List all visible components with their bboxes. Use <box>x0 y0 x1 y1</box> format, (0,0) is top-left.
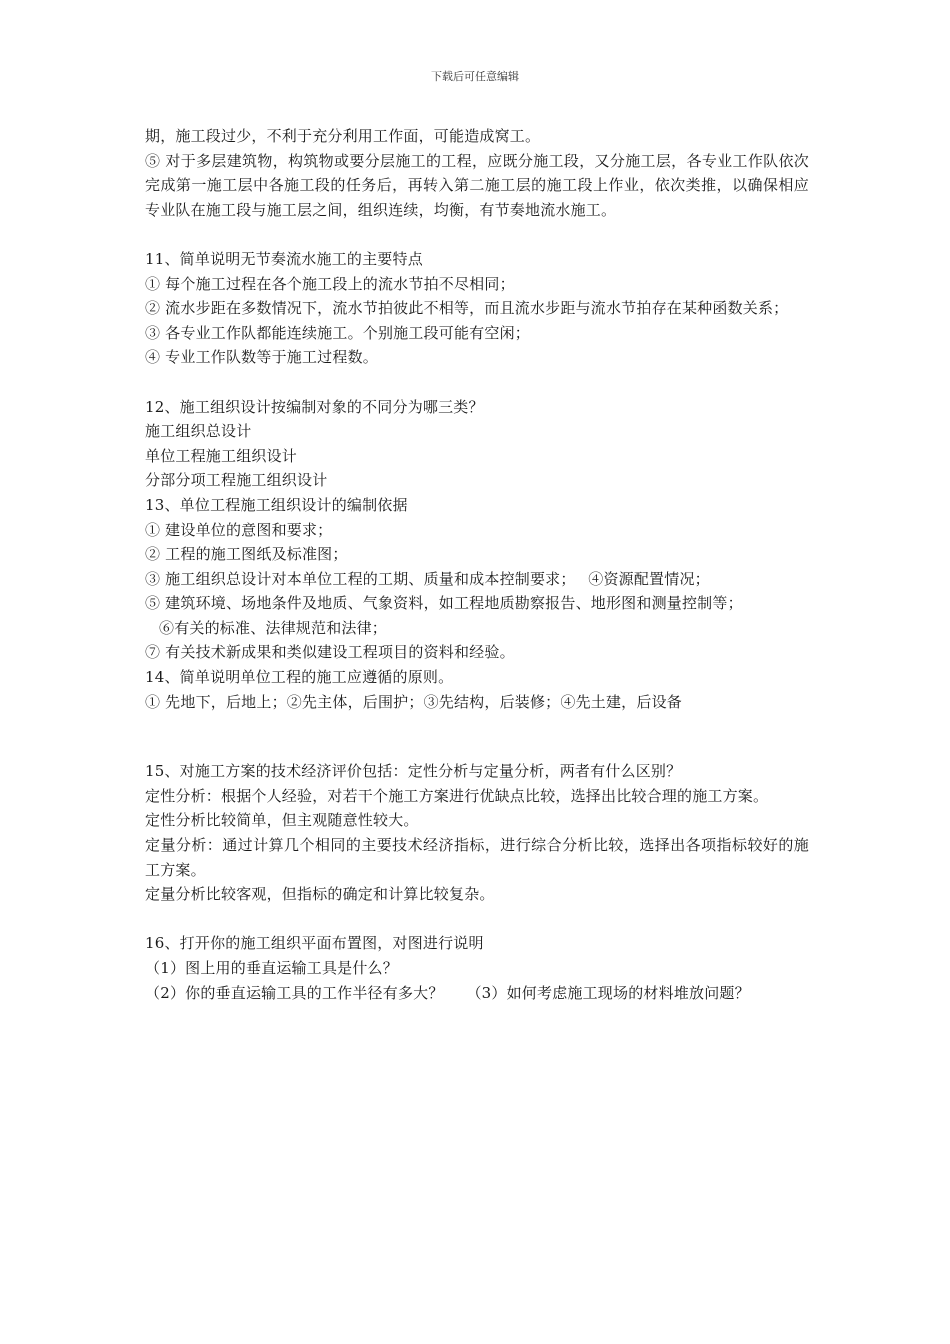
list-item: ③ 各专业工作队都能连续施工。个别施工段可能有空闲； <box>145 323 530 342</box>
paragraph-line: 定量分析：通过计算几个相同的主要技术经济指标，进行综合分析比较，选择出各项指标较好的施工方案。 <box>145 836 809 879</box>
question-11-title: 11、简单说明无节奏流水施工的主要特点 <box>145 249 423 268</box>
spacer <box>145 907 809 932</box>
question-16-title: 16、打开你的施工组织平面布置图，对图进行说明 <box>145 934 484 953</box>
question-15-title: 15、对施工方案的技术经济评价包括：定性分析与定量分析，两者有什么区别？ <box>145 762 682 781</box>
list-item: ② 工程的施工图纸及标准图； <box>145 545 348 564</box>
list-item: ⑤ 建筑环境、场地条件及地质、气象资料，如工程地质勘察报告、地形图和测量控制等； <box>145 594 743 613</box>
question-13-title: 13、单位工程施工组织设计的编制依据 <box>145 495 408 514</box>
list-item: 施工组织总设计 <box>145 422 252 441</box>
paragraph-line: 定性分析：根据个人经验，对若干个施工方案进行优缺点比较，选择出比较合理的施工方案。 <box>145 786 769 805</box>
spacer <box>145 222 809 247</box>
paragraph-line: ⑤ 对于多层建筑物，构筑物或要分层施工的工程，应既分施工段，又分施工层，各专业工作队依次完成第一施工层中各施工段的任务后，再转入第二施工层的施工段上作业，依次类推，以确保相应专业队在施工段与施工层之间，组织连续，均衡，有节奏地流水施工。 <box>145 151 809 219</box>
list-item: ④ 专业工作队数等于施工过程数。 <box>145 348 378 367</box>
list-item: ③ 施工组织总设计对本单位工程的工期、质量和成本控制要求； ④资源配置情况； <box>145 569 710 588</box>
paragraph-line: 期，施工段过少，不利于充分利用工作面，可能造成窝工。 <box>145 127 541 145</box>
spacer <box>145 370 809 395</box>
question-12-title: 12、施工组织设计按编制对象的不同分为哪三类？ <box>145 397 484 416</box>
list-item: （1）图上用的垂直运输工具是什么？ <box>145 959 398 977</box>
list-item: （2）你的垂直运输工具的工作半径有多大？ （3）如何考虑施工现场的材料堆放问题？ <box>145 983 750 1002</box>
list-item: ① 每个施工过程在各个施工段上的流水节拍不尽相同； <box>145 274 515 293</box>
list-item: ① 先地下，后地上；②先主体，后围护；③先结构，后装修；④先土建，后设备 <box>145 692 682 711</box>
question-14-title: 14、简单说明单位工程的施工应遵循的原则。 <box>145 668 454 687</box>
page-header: 下载后可任意编辑 <box>431 70 519 83</box>
list-item: ⑦ 有关技术新成果和类似建设工程项目的资料和经验。 <box>145 643 515 662</box>
paragraph-line: 定量分析比较客观，但指标的确定和计算比较复杂。 <box>145 885 495 904</box>
list-item: 分部分项工程施工组织设计 <box>145 471 328 490</box>
list-item: ⑥有关的标准、法律规范和法律； <box>159 618 388 637</box>
list-item: ② 流水步距在多数情况下，流水节拍彼此不相等，而且流水步距与流水节拍存在某种函数关系； <box>145 299 789 318</box>
list-item: ① 建设单位的意图和要求； <box>145 520 333 539</box>
spacer <box>145 714 809 759</box>
list-item: 单位工程施工组织设计 <box>145 446 298 465</box>
document-body <box>145 124 809 1005</box>
paragraph-line: 定性分析比较简单，但主观随意性较大。 <box>145 811 419 830</box>
